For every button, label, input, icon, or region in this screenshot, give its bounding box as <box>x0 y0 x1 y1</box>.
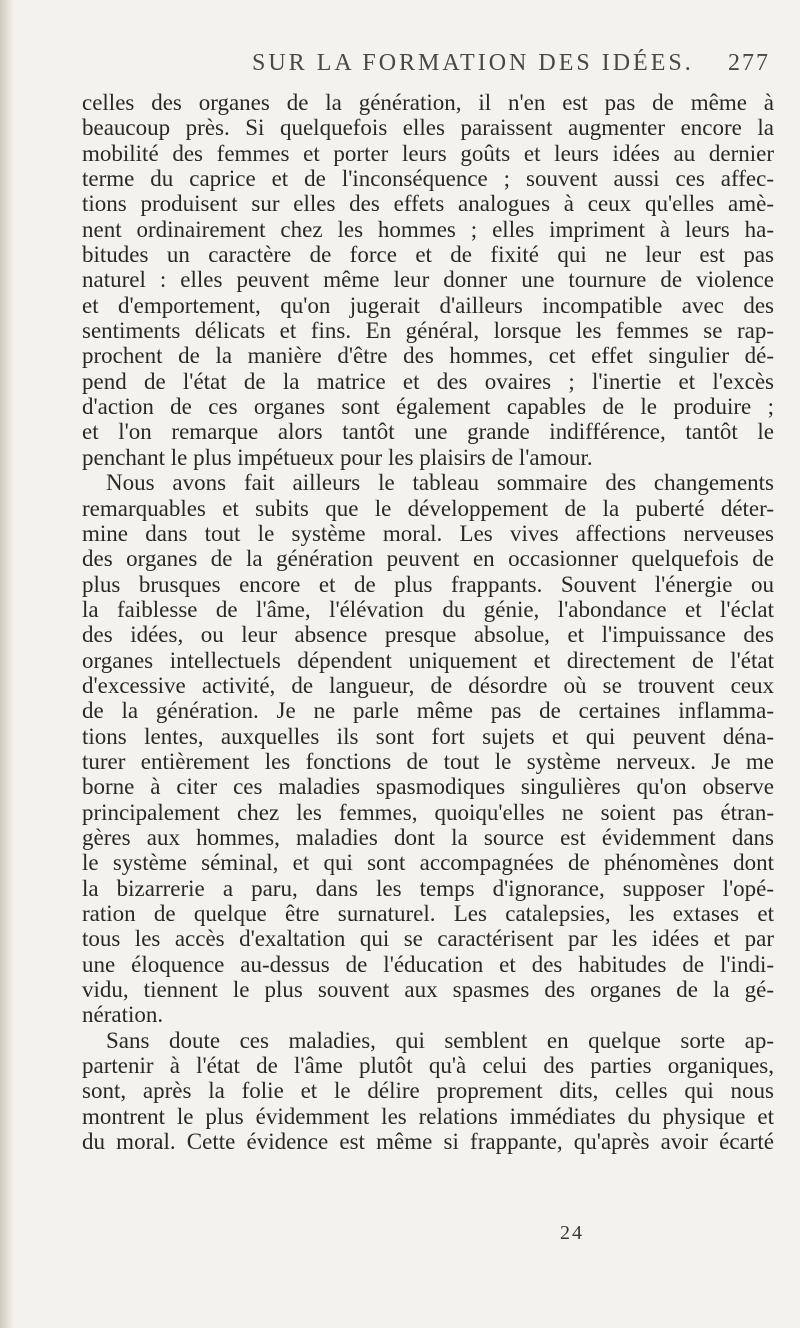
text-line: une éloquence au-dessus de l'éducation et des habitudes de l'indi- <box>82 951 774 977</box>
text-line: ration de quelque être surnaturel. Les catalepsies, les extases et <box>82 901 774 926</box>
text-line: organes intellectuels dépendent uniquement et directement de l'état <box>82 647 774 673</box>
text-line: des idées, ou leur absence presque absolue, et l'impuissance des <box>82 622 774 648</box>
paragraph-start-line: Nous avons fait ailleurs le tableau sommaire des changements <box>106 470 774 496</box>
text-line: plus brusques encore et de plus frappants. Souvent l'énergie ou <box>82 571 774 597</box>
body-text <box>82 90 774 1154</box>
text-line: sentiments délicats et fins. En général, lorsque les femmes se rap- <box>82 318 774 344</box>
text-line: turer entièrement les fonctions de tout le système nerveux. Je me <box>82 748 774 774</box>
text-line: partenir à l'état de l'âme plutôt qu'à celui des parties organiques, <box>82 1053 774 1079</box>
text-line: de la génération. Je ne parle même pas de certaines inflamma- <box>82 698 774 724</box>
text-line: des organes de la génération peuvent en occasionner quelquefois de <box>82 546 774 572</box>
text-line: celles des organes de la génération, il n'en est pas de même à <box>82 90 774 115</box>
signature-mark: 24 <box>560 1222 584 1244</box>
text-line: du moral. Cette évidence est même si frappante, qu'après avoir écarté <box>82 1129 774 1155</box>
text-line: terme du caprice et de l'inconséquence ; souvent aussi ces affec- <box>82 166 774 192</box>
text-line: sont, après la folie et le délire proprement dits, celles qui nous <box>82 1078 774 1104</box>
text-line: et l'on remarque alors tantôt une grande indifférence, tantôt le <box>82 419 774 445</box>
running-head <box>82 50 774 80</box>
text-line: pend de l'état de la matrice et des ovaires ; l'inertie et l'excès <box>82 368 774 394</box>
paragraph-end-line: nération. <box>82 1002 164 1028</box>
text-line: mine dans tout le système moral. Les vives affections nerveuses <box>82 520 774 546</box>
page-binding-edge <box>0 0 14 1328</box>
paragraph-start-line: Sans doute ces maladies, qui semblent en quelque sorte ap- <box>106 1027 774 1053</box>
text-line: bitudes un caractère de force et de fixité qui ne leur est pas <box>82 242 774 268</box>
text-line: naturel : elles peuvent même leur donner une tournure de violence <box>82 267 774 293</box>
text-line: gères aux hommes, maladies dont la source est évidemment dans <box>82 824 774 850</box>
running-title: SUR LA FORMATION DES IDÉES. <box>252 50 694 76</box>
text-line: remarquables et subits que le développement de la puberté déter- <box>82 495 774 521</box>
text-line: prochent de la manière d'être des hommes, cet effet singulier dé- <box>82 343 774 369</box>
text-line: d'excessive activité, de langueur, de désordre où se trouvent ceux <box>82 672 774 698</box>
text-line: et d'emportement, qu'on jugerait d'ailleurs incompatible avec des <box>82 292 774 318</box>
text-line: montrent le plus évidemment les relations immédiates du physique et <box>82 1103 774 1129</box>
text-line: tions produisent sur elles des effets analogues à ceux qu'elles amè- <box>82 191 774 217</box>
text-line: principalement chez les femmes, quoiqu'elles ne soient pas étran- <box>82 799 774 825</box>
text-line: le système séminal, et qui sont accompagnées de phénomènes dont <box>82 850 774 876</box>
text-line: mobilité des femmes et porter leurs goûts et leurs idées au dernier <box>82 140 774 166</box>
text-line: tions lentes, auxquelles ils sont fort sujets et qui peuvent déna- <box>82 723 774 749</box>
text-line: borne à citer ces maladies spasmodiques singulières qu'on observe <box>82 774 774 800</box>
text-line: d'action de ces organes sont également capables de le produire ; <box>82 394 774 420</box>
text-line: la faiblesse de l'âme, l'élévation du génie, l'abondance et l'éclat <box>82 596 774 622</box>
book-page <box>82 50 774 1320</box>
text-line: nent ordinairement chez les hommes ; elles impriment à leurs ha- <box>82 216 774 242</box>
text-line: beaucoup près. Si quelquefois elles paraissent augmenter encore la <box>82 115 774 141</box>
text-line: tous les accès d'exaltation qui se caractérisent par les idées et par <box>82 926 774 952</box>
paragraph-end-line: penchant le plus impétueux pour les plaisirs de l'amour. <box>82 444 593 470</box>
text-line: la bizarrerie a paru, dans les temps d'ignorance, supposer l'opé- <box>82 875 774 901</box>
text-line: vidu, tiennent le plus souvent aux spasmes des organes de la gé- <box>82 977 774 1003</box>
page-number: 277 <box>728 50 770 76</box>
